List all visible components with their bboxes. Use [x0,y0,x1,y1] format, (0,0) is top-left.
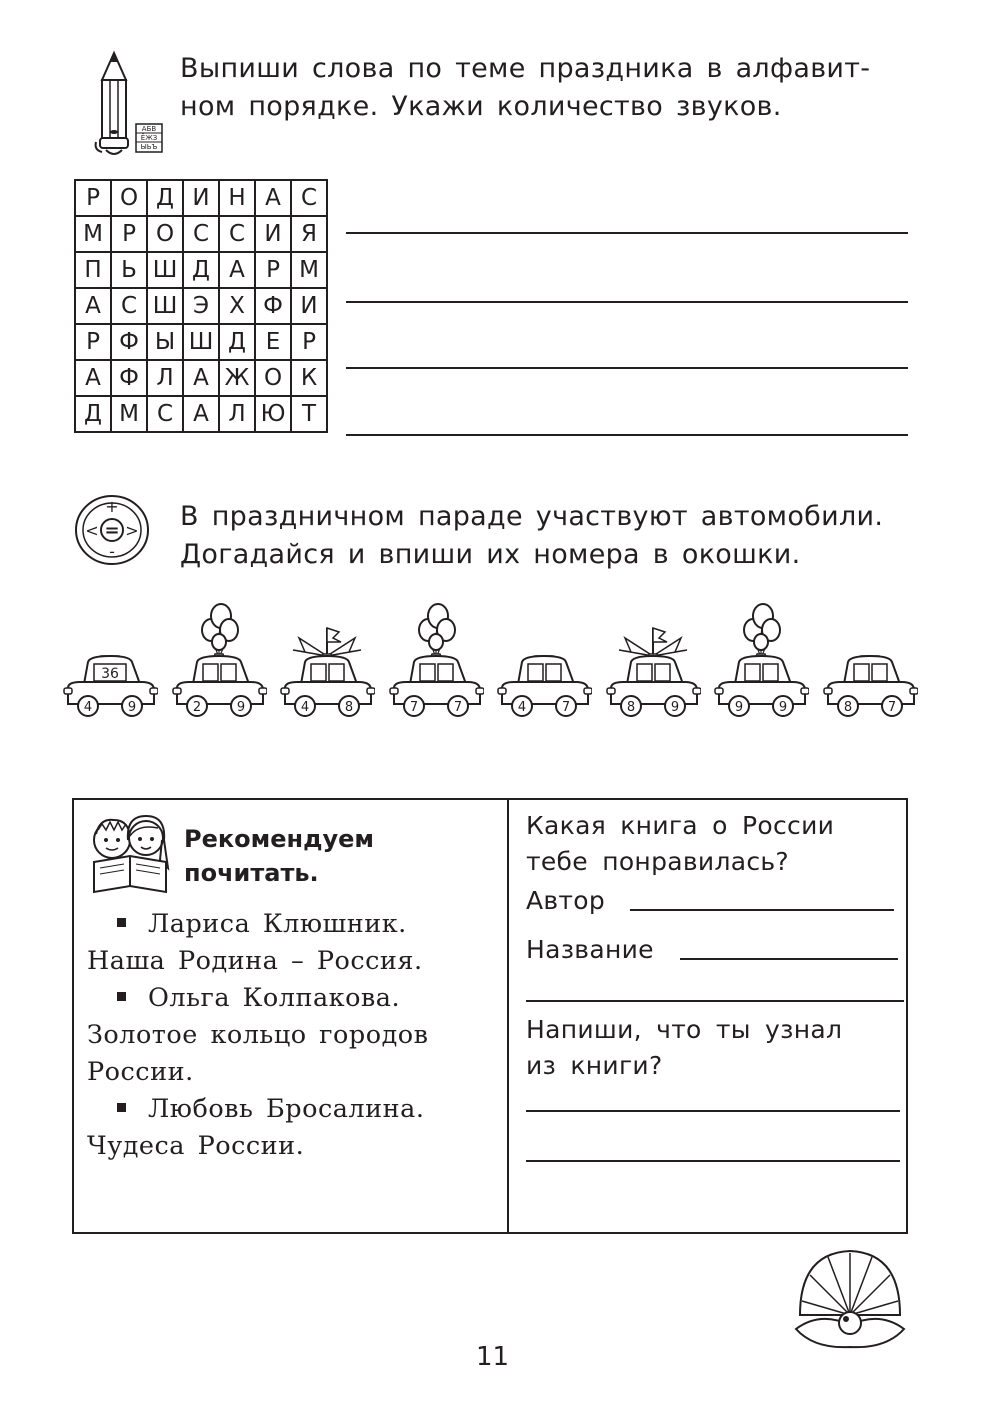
pencil-icon [92,50,172,160]
answer-input-line-2[interactable] [526,1160,900,1162]
grid-row [75,288,327,324]
task1-line1: Выпиши слова по теме праздника в алфавит- [180,53,871,84]
parade-car [279,600,375,730]
book-1-author-row [87,906,497,943]
badge-minus: - [109,542,115,561]
answer-input-line-1[interactable] [526,1110,900,1112]
wheel-number: 9 [127,700,137,715]
letter-grid [74,179,328,433]
grid-cell: Ш [147,288,183,324]
grid-cell: Д [219,324,255,360]
title-label: Название [526,935,654,964]
grid-cell: Ф [255,288,291,324]
wheel-number: 9 [778,700,788,715]
recommend-title [184,822,374,890]
grid-cell: Л [219,396,255,432]
grid-cell: Д [75,396,111,432]
badge-left: < [85,521,99,540]
book-3-title: Чудеса России. [87,1131,305,1161]
grid-cell: Д [183,252,219,288]
pencil-block-1: АБВ [141,125,157,133]
task2-line1: В праздничном параде участвуют автомобили. [180,501,884,532]
wheel-number: 4 [300,700,310,715]
book-3-author: Любовь Бросалина. [148,1094,425,1124]
task1-instructions [180,50,920,126]
grid-cell: Ф [111,324,147,360]
grid-cell: Ь [111,252,147,288]
book-2-author: Ольга Колпакова. [148,983,401,1013]
wheel-number: 8 [843,700,852,715]
author-label: Автор [526,886,606,915]
grid-cell: Н [219,180,255,216]
book-1-title: Наша Родина – Россия. [87,946,423,976]
grid-cell: Р [75,180,111,216]
wheel-number: 9 [236,700,245,715]
grid-cell: А [255,180,291,216]
wheel-number: 7 [409,700,418,715]
grid-cell: К [291,360,327,396]
grid-cell: М [111,396,147,432]
answer-line-4[interactable] [346,434,908,436]
balloons-icon [202,604,238,660]
grid-cell: Л [147,360,183,396]
grid-cell: О [111,180,147,216]
grid-cell: Х [219,288,255,324]
parade-car [388,600,484,730]
grid-row [75,252,327,288]
bullet-icon [117,992,126,1001]
grid-cell: Р [291,324,327,360]
wheel-number: 8 [626,700,635,715]
grid-cell: Р [75,324,111,360]
grid-cell: С [291,180,327,216]
question-2 [526,1012,898,1084]
question-2-line1: Напиши, что ты узнал [526,1015,843,1044]
page-number: 11 [476,1342,510,1372]
grid-cell: А [183,360,219,396]
badge-right: > [125,521,139,540]
question-1-line2: тебе понравилась? [526,847,789,876]
parade-car [822,600,918,730]
grid-cell: Э [183,288,219,324]
grid-row [75,360,327,396]
grid-cell: Ш [183,324,219,360]
grid-cell: Р [255,252,291,288]
answer-line-2[interactable] [346,301,908,303]
grid-cell: Т [291,396,327,432]
bullet-icon [117,1103,126,1112]
pencil-block-2: ЁЖЗ [140,134,158,142]
grid-cell: Е [255,324,291,360]
wheel-number: 4 [517,700,527,715]
recommend-title-line2: почитать. [184,859,319,887]
author-input-line[interactable] [630,909,894,911]
grid-cell: И [183,180,219,216]
grid-cell: О [255,360,291,396]
grid-cell: Ы [147,324,183,360]
recommend-title-line1: Рекомендуем [184,825,375,853]
grid-cell: П [75,252,111,288]
grid-cell: М [291,252,327,288]
parade-car [713,600,809,730]
wheel-number: 4 [83,700,93,715]
grid-cell: Ш [147,252,183,288]
wheel-number: 7 [887,700,896,715]
question-1-line1: Какая книга о России [526,811,835,840]
book-2-title-line2: России. [87,1057,194,1087]
question-1 [526,808,898,880]
wheel-number: 9 [670,700,679,715]
title-input-line[interactable] [680,958,898,960]
grid-row [75,396,327,432]
seashell-pearl-icon [790,1245,910,1355]
parade-car [171,600,267,730]
balloons-icon [744,604,780,660]
grid-cell: С [219,216,255,252]
grid-cell: Я [291,216,327,252]
grid-cell: С [183,216,219,252]
grid-cell: М [75,216,111,252]
grid-row [75,180,327,216]
grid-cell: А [75,360,111,396]
grid-cell: И [255,216,291,252]
book-1-author: Лариса Клюшник. [148,909,407,939]
book-3-author-row [87,1091,497,1128]
bullet-icon [117,918,126,927]
kids-reading-icon [84,810,176,896]
grid-row [75,216,327,252]
task1-line2: ном порядке. Укажи количество звуков. [180,91,782,122]
wheel-number: 2 [192,700,201,715]
grid-cell: Р [111,216,147,252]
answer-line-1[interactable] [346,232,908,234]
grid-row [75,324,327,360]
grid-cell: А [219,252,255,288]
parade-car [605,600,701,730]
grid-cell: Ф [111,360,147,396]
grid-cell: Д [147,180,183,216]
wheel-number: 9 [734,700,744,715]
wheel-number: 7 [561,700,571,715]
task2-instructions [180,498,920,574]
grid-cell: А [75,288,111,324]
answer-line-3[interactable] [346,367,908,369]
grid-cell: О [147,216,183,252]
badge-center: = [104,520,120,541]
pencil-block-3: ЫЬЪ [140,143,158,151]
wheel-number: 7 [453,700,462,715]
grid-cell: Ж [219,360,255,396]
car-number: 36 [101,666,119,682]
title-input-line-2[interactable] [526,1000,904,1002]
grid-cell: С [111,288,147,324]
book-list [87,906,497,1165]
book-2-title-line1: Золотое кольцо городов [87,1020,429,1050]
parade-car [62,600,158,730]
grid-cell: Ю [255,396,291,432]
grid-cell: А [183,396,219,432]
task2-line2: Догадайся и впиши их номера в окошки. [180,539,801,570]
wheel-number: 8 [344,700,354,715]
badge-plus: + [105,497,119,516]
parade-car [496,600,592,730]
math-badge-icon [74,494,154,568]
balloons-icon [419,604,455,660]
table-divider [507,798,509,1232]
book-2-author-row [87,980,497,1017]
question-2-line2: из книги? [526,1051,663,1080]
grid-cell: И [291,288,327,324]
grid-cell: С [147,396,183,432]
